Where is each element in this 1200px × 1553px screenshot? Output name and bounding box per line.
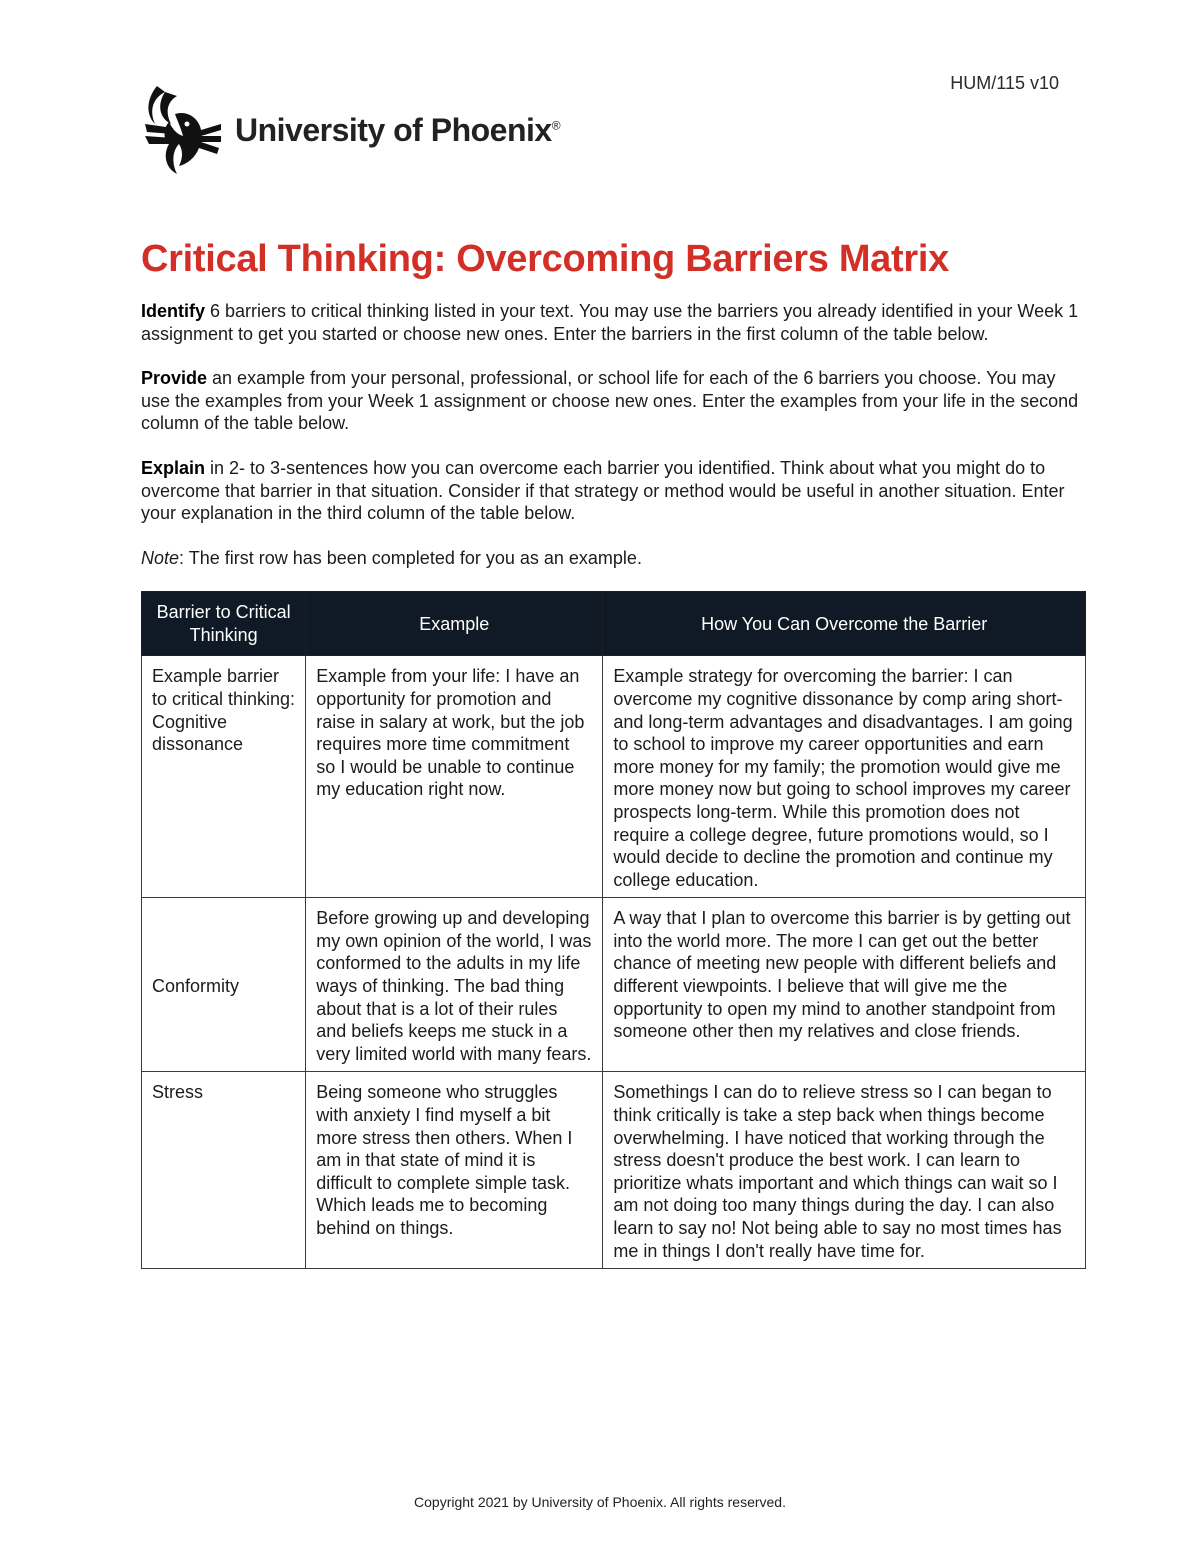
document-body	[141, 238, 1086, 1269]
instruction-provide	[141, 367, 1086, 435]
copyright-footer: Copyright 2021 by University of Phoenix. All rights reserved.	[414, 1494, 786, 1510]
header-overcome: How You Can Overcome the Barrier	[603, 592, 1086, 656]
table-row	[142, 1072, 1086, 1269]
cell-barrier[interactable]: Conformity	[142, 898, 306, 1072]
instruction-identify-text: 6 barriers to critical thinking listed in your text. You may use the barriers you already identified in your Week 1 assignment to get you started or choose new ones. Enter the barriers in the first column of the table below.	[141, 301, 1079, 344]
phoenix-bird-icon	[143, 84, 223, 176]
instruction-note-lead: Note	[141, 547, 180, 568]
instruction-provide-text: an example from your personal, professional, or school life for each of the 6 barriers you choose. You may use the examples from your Week 1 assignment or choose new ones. Enter the examples from your life in the second column of the table below.	[141, 368, 1079, 434]
cell-overcome[interactable]: A way that I plan to overcome this barrier is by getting out into the world more. The more I can get out the better chance of meeting new people with different beliefs and different viewpoints. I believe that will give me the opportunity to open my mind to another standpoint from someone other then my relatives and close friends.	[603, 898, 1086, 1072]
logo-text: University of Phoenix	[235, 111, 552, 148]
header-barrier: Barrier to Critical Thinking	[142, 592, 306, 656]
cell-example[interactable]: Example from your life: I have an opportunity for promotion and raise in salary at work, but the job requires more time commitment so I would be unable to continue my education right now.	[306, 656, 603, 898]
instruction-explain-text: in 2- to 3-sentences how you can overcome each barrier you identified. Think about what you might do to overcome that barrier in that situation. Consider if that strategy or method would be useful in another situation. Enter your explanation in the third column of the table below.	[141, 457, 1065, 524]
instruction-identify-lead: Identify	[141, 301, 206, 321]
header-example: Example	[306, 592, 603, 656]
instruction-explain	[141, 457, 1086, 525]
logo-wordmark	[235, 112, 560, 149]
cell-example[interactable]: Before growing up and developing my own opinion of the world, I was conformed to the adults in my life ways of thinking. The bad thing about that is a lot of their rules and beliefs keeps me stuck in a very limited world with many fears.	[306, 898, 603, 1072]
instruction-provide-lead: Provide	[141, 368, 208, 389]
cell-example[interactable]: Being someone who struggles with anxiety I find myself a bit more stress then others. When I am in that state of mind it is difficult to complete simple task. Which leads me to becoming behind on things.	[306, 1072, 603, 1269]
university-logo	[143, 84, 560, 176]
table-row	[142, 656, 1086, 898]
table-row	[142, 898, 1086, 1072]
cell-overcome[interactable]: Example strategy for overcoming the barrier: I can overcome my cognitive dissonance by comp aring short- and long-term advantages and disadvantages. I am going to school to improve my career opportunities and earn more money for my family; the promotion would give me more money now but going to school improves my career prospects long-term. While this promotion does not require a college degree, future promotions would, so I would decide to decline the promotion and continue my college education.	[603, 656, 1086, 898]
page-title: Critical Thinking: Overcoming Barriers Matrix	[141, 238, 949, 280]
instruction-note-text: : The first row has been completed for you as an example.	[179, 547, 642, 568]
cell-overcome[interactable]: Somethings I can do to relieve stress so I can began to think critically is take a step back when things become overwhelming. I have noticed that working through the stress doesn't produce the best work. I can learn to prioritize whats important and which things can wait so I am not doing too many things during the day. I can also learn to say no! Not being able to say no most times has me in things I don't really have time for.	[603, 1072, 1086, 1269]
course-code: HUM/115 v10	[950, 73, 1059, 93]
instruction-identify	[141, 300, 1086, 345]
cell-barrier[interactable]: Example barrier to critical thinking: Cognitive dissonance	[142, 656, 306, 898]
barriers-matrix-table	[141, 591, 1086, 1269]
instruction-explain-lead: Explain	[141, 457, 206, 478]
table-header-row	[142, 592, 1086, 656]
cell-barrier[interactable]: Stress	[142, 1072, 306, 1269]
instruction-note	[141, 547, 1086, 570]
registered-mark: ®	[551, 117, 561, 132]
